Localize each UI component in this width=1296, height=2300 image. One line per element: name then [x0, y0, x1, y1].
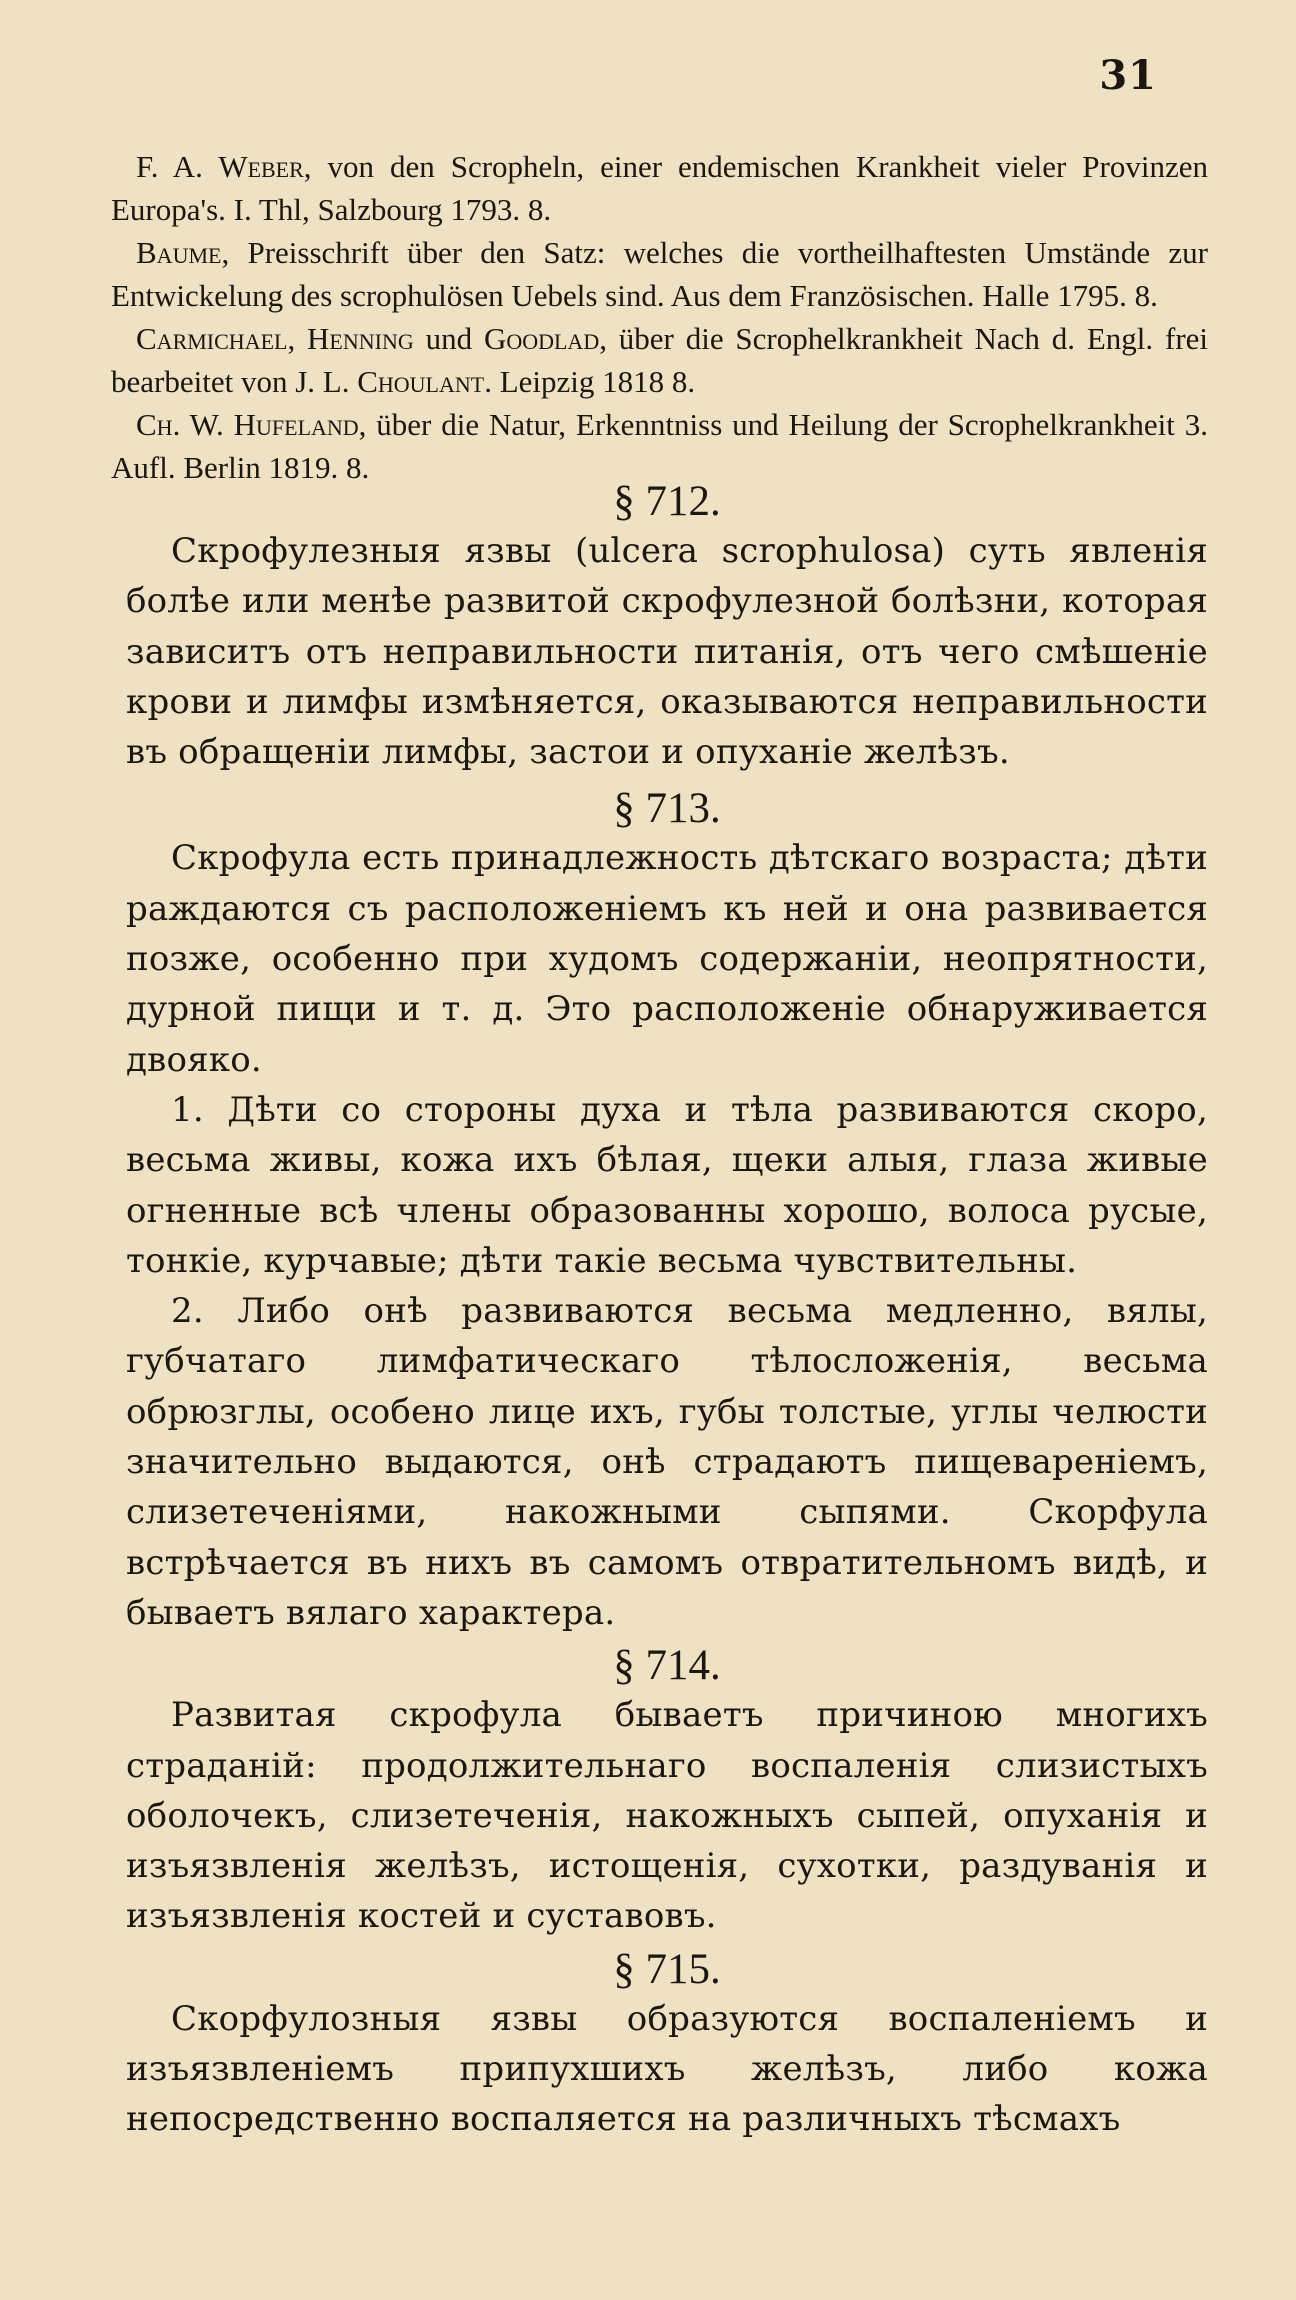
main-text [126, 478, 1208, 2145]
bibliography-entry [111, 231, 1208, 317]
bib-text: von den Scropheln, einer endemischen Krankheit vieler Provinzen Europa's. I. Thl, Salzbourg 1793. 8. [111, 149, 1208, 227]
section-heading: § 712. [613, 478, 721, 525]
bib-text: Preisschrift über den Satz: welches die vortheilhaftesten Umstände zur Entwickelung des scrophulösen Uebels sind. Aus dem Französischen. Halle 1795. 8. [111, 235, 1209, 313]
bibliography-entry [111, 403, 1208, 489]
section-713 [126, 785, 1208, 1638]
paragraph: 1. Дѣти со стороны духа и тѣла развиваются скоро, весьма живы, кожа ихъ бѣлая, щеки алыя, глаза живые огненные всѣ члены образованны хорошо, волоса русые, тонкіе, курчавые; дѣти такіе весьма чувствительны. [126, 1089, 1208, 1281]
bib-author: F. A. Weber, [136, 149, 312, 184]
bib-text: über die Natur, Erkenntniss und Heilung der Scrophelkrankheit 3. Aufl. Berlin 1819. 8. [111, 407, 1209, 485]
paragraph: Скрофулезныя язвы (ulcera scrophulosa) суть явленія болѣе или менѣе развитой скрофулезной болѣзни, которая зависитъ отъ неправильности питанія, отъ чего смѣшеніе крови и лимфы измѣняется, оказываются неправильности въ обращеніи лимфы, застои и опуханіе желѣзъ. [126, 531, 1208, 773]
paragraph: Скорфулозныя язвы образуются воспаленіемъ и изъязвленіемъ припухшихъ желѣзъ, либо кожа непосредственно воспаляется на различныхъ тѣсмахъ [126, 1998, 1208, 2140]
bib-text: Leipzig 1818 8. [499, 364, 696, 399]
paragraph: Развитая скрофула бываетъ причиною многихъ страданій: продолжительнаго воспаленія слизистыхъ оболочекъ, слизетеченія, накожныхъ сыпей, опуханія и изъязвленія желѣзъ, истощенія, сухотки, раздуванія и изъязвленія костей и суставовъ. [126, 1695, 1208, 1937]
section-heading: § 714. [613, 1642, 721, 1690]
section-712 [126, 478, 1208, 777]
bibliography-entry [111, 317, 1208, 403]
bib-author: Ch. W. Hufeland, [136, 407, 367, 442]
section-heading: § 715. [613, 1945, 721, 1993]
bib-text: und [425, 321, 473, 356]
section-heading: § 713. [613, 785, 721, 833]
bibliography-entry [111, 145, 1208, 231]
bib-text: über die Scrophelkrankheit Nach d. Engl. frei bearbeitet von J. L. [111, 321, 1209, 399]
paragraph: Скрофула есть принадлежность дѣтскаго возраста; дѣти раждаются съ расположеніемъ къ ней и она развивается позже, особенно при худомъ содержаніи, неопрятности, дурной пищи и т. д. Это расположеніе обнаруживается двояко. [126, 838, 1208, 1080]
bib-author: Choulant. [357, 364, 492, 399]
page-number: 31 [1099, 52, 1157, 99]
bib-author: Carmichael, Henning [136, 321, 414, 356]
section-714 [126, 1642, 1208, 1941]
paragraph: 2. Либо онѣ развиваются весьма медленно, вялы, губчатаго лимфатическаго тѣлосложенія, весьма обрюзглы, особено лице ихъ, губы толстые, углы челюсти значительно выдаются, онѣ страдаютъ пищевареніемъ, слизетеченіями, накожными сыпями. Скорфула встрѣчается въ нихъ въ самомъ отвратительномъ видѣ, и бываетъ вялаго характера. [126, 1291, 1208, 1633]
bib-author: Baume, [136, 235, 230, 270]
section-715 [126, 1946, 1208, 2145]
bib-author: Goodlad, [483, 321, 607, 356]
bibliography [111, 145, 1208, 489]
